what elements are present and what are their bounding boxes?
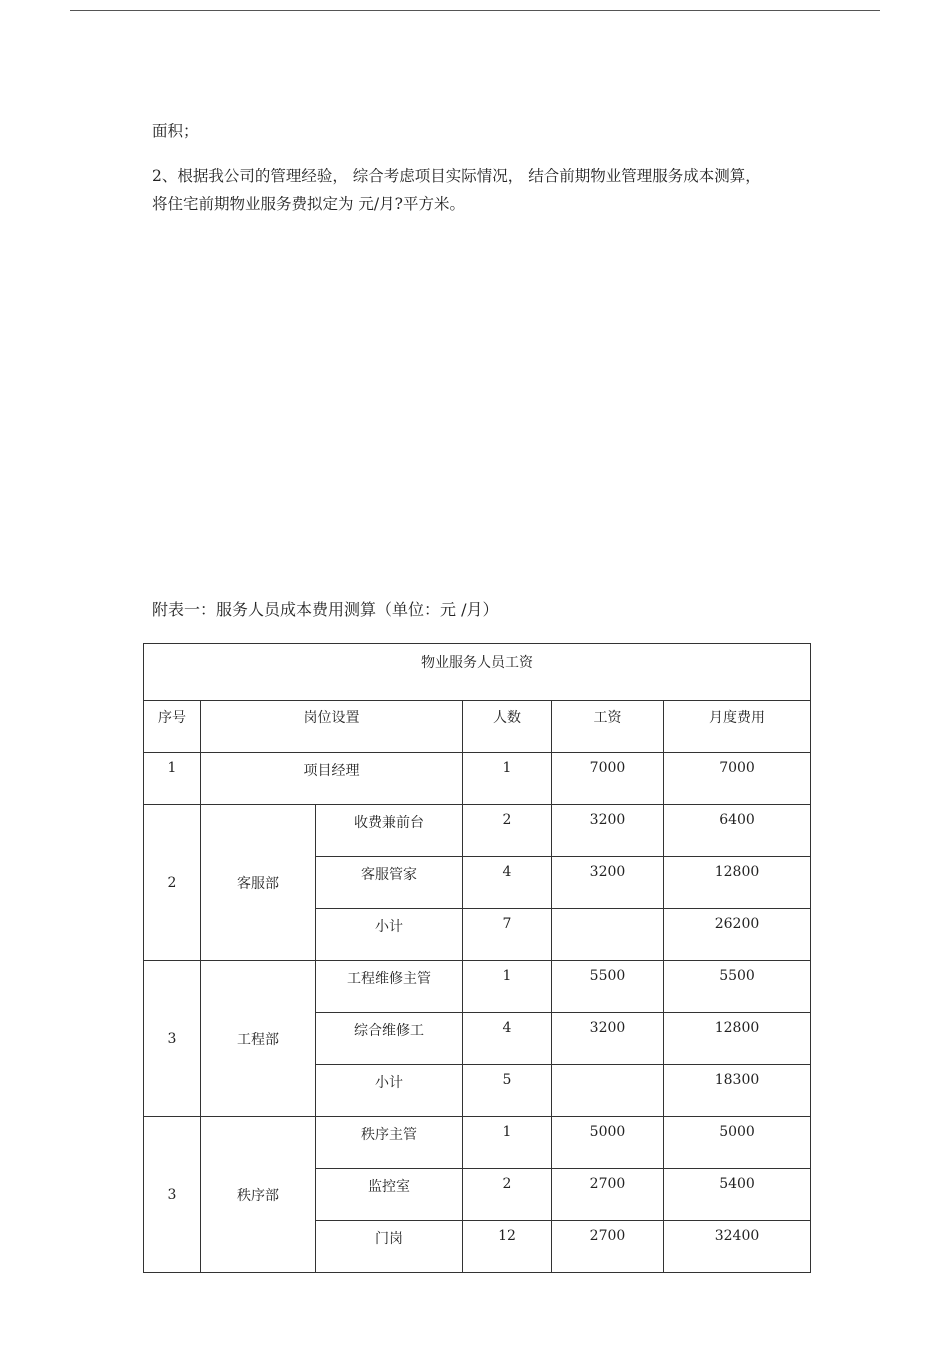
- cell-monthly: 26200: [664, 909, 811, 961]
- cell-monthly: 6400: [664, 805, 811, 857]
- cell-no: 1: [144, 753, 201, 805]
- table-row: [144, 1117, 811, 1169]
- cell-monthly: 18300: [664, 1065, 811, 1117]
- cell-position: 客服管家: [316, 857, 463, 909]
- cell-count: 1: [463, 961, 552, 1013]
- table-header-row: [144, 701, 811, 753]
- cell-monthly: 5000: [664, 1117, 811, 1169]
- cell-position: 秩序主管: [316, 1117, 463, 1169]
- cell-position: 小计: [316, 1065, 463, 1117]
- cell-position: 综合维修工: [316, 1013, 463, 1065]
- table-row: [144, 805, 811, 857]
- table-row: [144, 961, 811, 1013]
- cell-count: 5: [463, 1065, 552, 1117]
- cell-count: 4: [463, 857, 552, 909]
- header-rule: [70, 10, 880, 11]
- cell-dept: 秩序部: [201, 1117, 316, 1273]
- cell-salary: 3200: [552, 1013, 664, 1065]
- cell-no: 3: [144, 961, 201, 1117]
- table-title: 物业服务人员工资: [144, 644, 811, 701]
- cell-dept: 工程部: [201, 961, 316, 1117]
- paragraph-line-1: 面积；: [152, 122, 199, 140]
- header-salary: 工资: [552, 701, 664, 753]
- cell-monthly: 5400: [664, 1169, 811, 1221]
- cell-monthly: 12800: [664, 1013, 811, 1065]
- cell-position: 收费兼前台: [316, 805, 463, 857]
- cell-dept: 客服部: [201, 805, 316, 961]
- cell-salary: 3200: [552, 857, 664, 909]
- cell-position: 小计: [316, 909, 463, 961]
- cell-salary: 3200: [552, 805, 664, 857]
- cell-position: 项目经理: [201, 753, 463, 805]
- cell-position: 门岗: [316, 1221, 463, 1273]
- cell-no: 2: [144, 805, 201, 961]
- cell-monthly: 5500: [664, 961, 811, 1013]
- cell-count: 12: [463, 1221, 552, 1273]
- cell-position: 工程维修主管: [316, 961, 463, 1013]
- cell-count: 4: [463, 1013, 552, 1065]
- staff-cost-table: [143, 643, 811, 1273]
- cell-count: 1: [463, 1117, 552, 1169]
- table-row: [144, 753, 811, 805]
- header-monthly: 月度费用: [664, 701, 811, 753]
- cell-no: 3: [144, 1117, 201, 1273]
- table-caption: 附表一：服务人员成本费用测算（单位：元 /月）: [152, 600, 499, 619]
- cell-count: 7: [463, 909, 552, 961]
- cell-salary: 5500: [552, 961, 664, 1013]
- paragraph-line-2: 2、根据我公司的管理经验， 综合考虑项目实际情况， 结合前期物业管理服务成本测算，: [152, 167, 761, 185]
- cell-salary: 5000: [552, 1117, 664, 1169]
- cell-salary: 2700: [552, 1169, 664, 1221]
- cell-salary: 2700: [552, 1221, 664, 1273]
- header-no: 序号: [144, 701, 201, 753]
- cell-salary: 7000: [552, 753, 664, 805]
- header-count: 人数: [463, 701, 552, 753]
- cell-monthly: 32400: [664, 1221, 811, 1273]
- cell-count: 2: [463, 1169, 552, 1221]
- cell-salary: [552, 1065, 664, 1117]
- cell-salary: [552, 909, 664, 961]
- paragraph-line-3: 将住宅前期物业服务费拟定为 元/月?平方米。: [152, 195, 465, 213]
- cell-position: 监控室: [316, 1169, 463, 1221]
- header-position: 岗位设置: [201, 701, 463, 753]
- cell-count: 1: [463, 753, 552, 805]
- cell-count: 2: [463, 805, 552, 857]
- cell-monthly: 7000: [664, 753, 811, 805]
- cell-monthly: 12800: [664, 857, 811, 909]
